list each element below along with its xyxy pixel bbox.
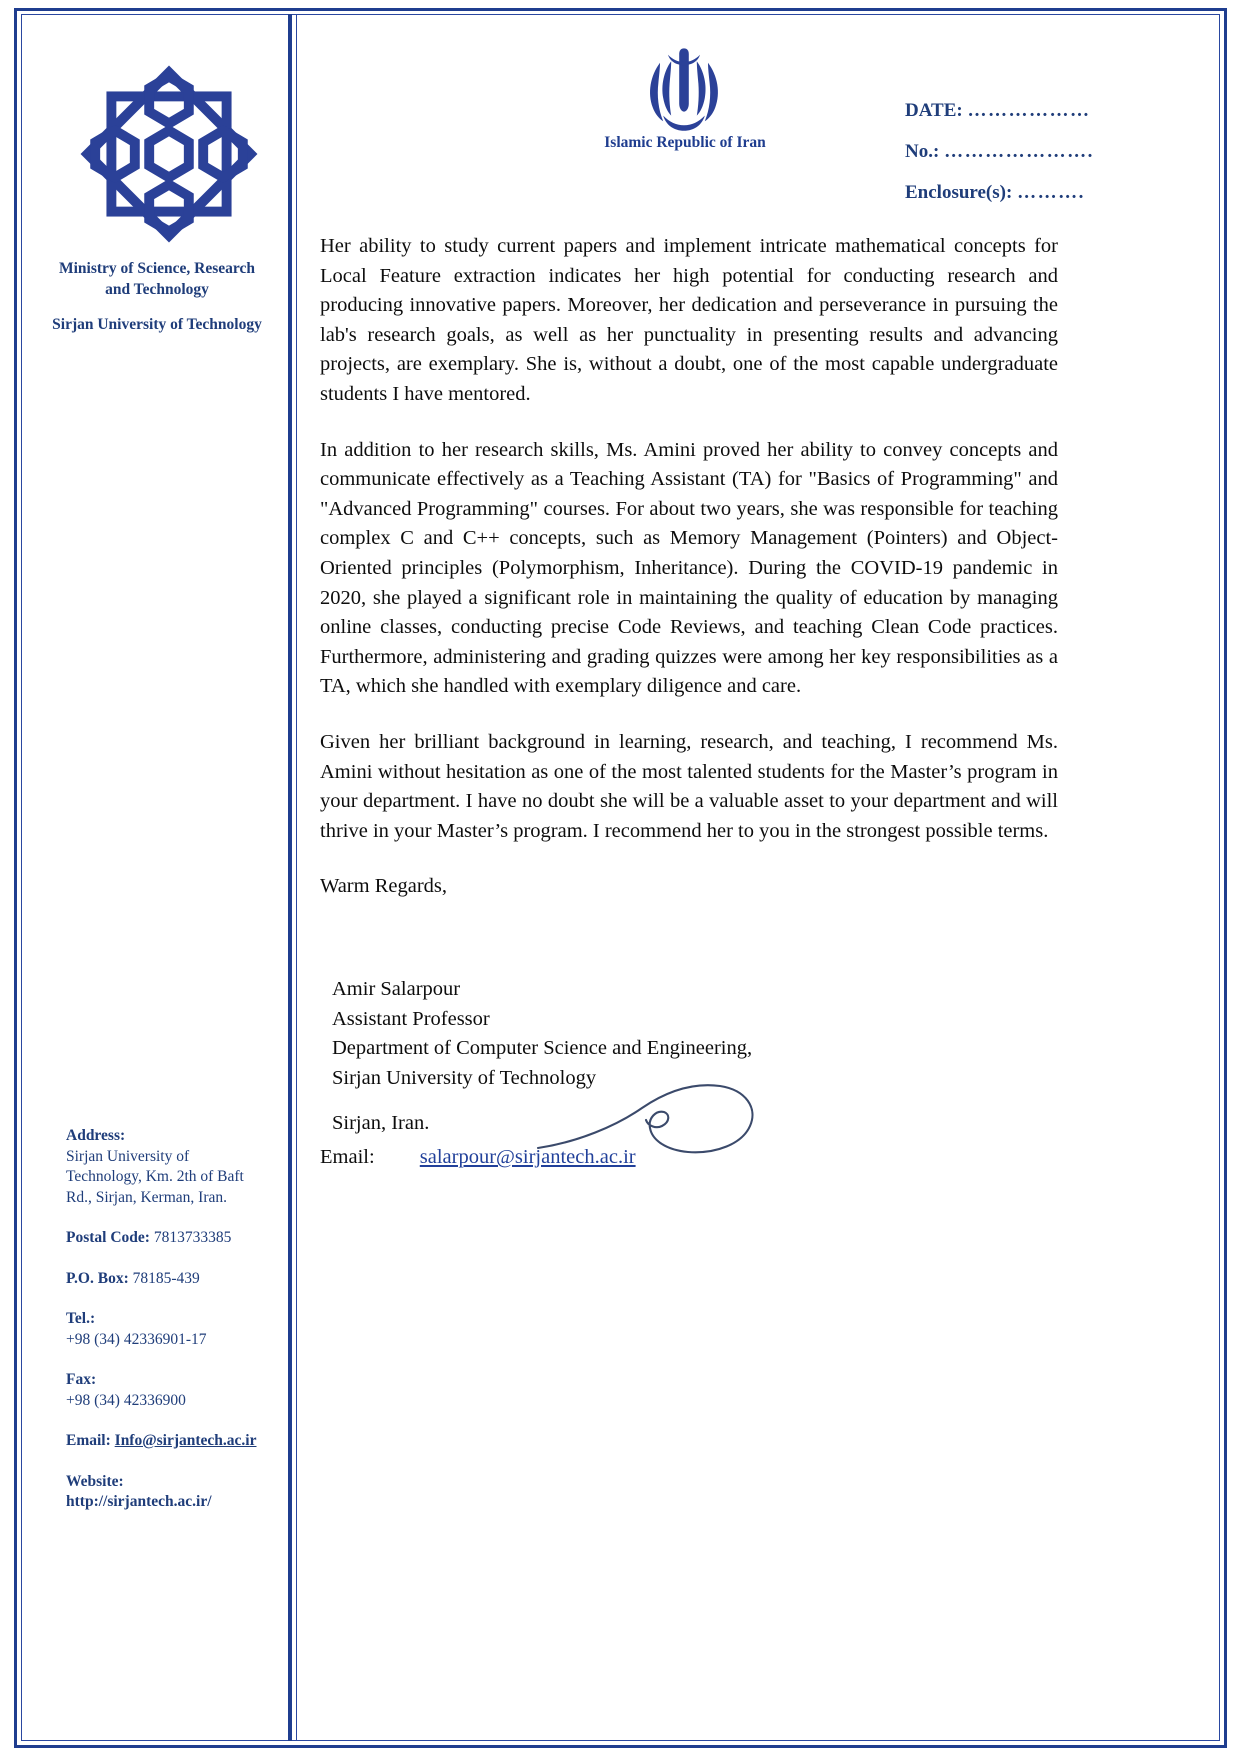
address-label: Address: <box>66 1127 126 1144</box>
email-link[interactable]: Info@sirjantech.ac.ir <box>114 1432 257 1449</box>
postal-code-block <box>66 1228 296 1249</box>
po-box-block <box>66 1269 296 1290</box>
signature-block <box>332 975 952 1139</box>
fax-label: Fax: <box>66 1371 97 1388</box>
email-block <box>66 1431 296 1452</box>
website-block <box>66 1472 296 1513</box>
date-field-dots: ……………… <box>967 100 1091 121</box>
sidebar-divider-thin <box>296 14 297 1741</box>
po-box-label: P.O. Box: <box>66 1269 129 1287</box>
telephone-block <box>66 1309 296 1350</box>
address-block <box>66 1126 296 1208</box>
date-field[interactable] <box>905 100 1205 122</box>
signature-email-label: Email: <box>320 1146 375 1168</box>
address-line-3: Rd., Sirjan, Kerman, Iran. <box>66 1188 227 1206</box>
signer-name: Amir Salarpour <box>332 978 461 1000</box>
website-label: Website: <box>66 1472 124 1490</box>
emblem-caption: Islamic Republic of Iran <box>604 134 766 151</box>
enclosures-field[interactable] <box>905 182 1205 204</box>
number-field[interactable] <box>905 141 1205 163</box>
ministry-name-line2: and Technology <box>105 281 209 298</box>
email-label: Email: <box>66 1432 111 1449</box>
signer-institution: Sirjan University of Technology <box>332 1066 597 1089</box>
signature-email-row <box>320 1146 636 1169</box>
website-url[interactable]: http://sirjantech.ac.ir/ <box>66 1493 212 1510</box>
university-name: Sirjan University of Technology <box>52 316 262 333</box>
telephone-value: +98 (34) 42336901-17 <box>66 1330 207 1348</box>
contact-info-block <box>66 1126 296 1533</box>
telephone-label: Tel.: <box>66 1310 96 1327</box>
signature-spacer <box>332 1093 952 1109</box>
iran-emblem-icon <box>636 42 732 138</box>
letter-paragraph-1: Her ability to study current papers and implement intricate mathematical concepts for Local Feature extraction indicates her high potential for conducting research and producing innovative papers. Moreover, her dedication and perseverance in pursuing the lab's research goals, as well as her punctuality in presenting results and advancing projects, are exemplary. She is, without a doubt, one of the most capable undergraduate students I have mentored. <box>320 235 1058 405</box>
ministry-name-line1: Ministry of Science, Research <box>59 260 255 277</box>
fax-block <box>66 1370 296 1411</box>
address-line-2: Technology, Km. 2th of Baft <box>66 1168 244 1185</box>
po-box-value: 78185-439 <box>132 1269 200 1287</box>
ministry-logo-icon <box>79 64 259 244</box>
postal-code-value: 7813733385 <box>153 1229 232 1246</box>
enclosures-field-label: Enclosure(s): <box>905 182 1013 203</box>
postal-code-label: Postal Code: <box>66 1229 150 1246</box>
number-field-dots: …………………. <box>944 141 1094 162</box>
ministry-name <box>30 258 284 300</box>
signer-location: Sirjan, Iran. <box>332 1112 430 1135</box>
signature-email-link[interactable]: salarpour@sirjantech.ac.ir <box>419 1146 636 1168</box>
letter-paragraph-2: In addition to her research skills, Ms. Amini proved her ability to convey concepts and communicate effectively as a Teaching Assistant (TA) for "Basics of Programming" and "Advanced Programming" courses. For about two years, she was responsible for teaching complex C and C++ concepts, such as Memory Management (Pointers) and Object-Oriented principles (Polymorphism, Inheritance). During the COVID-19 pandemic in 2020, she played a significant role in maintaining the quality of education by managing online classes, conducting precise Code Reviews, and teaching Clean Code practices. Furthermore, administering and grading quizzes were among her key responsibilities as a TA, which she handled with exemplary diligence and care. <box>320 438 1058 698</box>
enclosures-field-dots: ………. <box>1017 182 1085 203</box>
signer-title: Assistant Professor <box>332 1007 490 1030</box>
sidebar <box>24 16 286 1739</box>
letter-closing: Warm Regards, <box>320 875 448 898</box>
date-field-label: DATE: <box>905 100 963 121</box>
letter-paragraph-3: Given her brilliant background in learning, research, and teaching, I recommend Ms. Amini without hesitation as one of the most talented students for the Master’s program in your department. I have no doubt she will be a valuable asset to your department and will thrive in your Master’s program. I recommend her to you in the strongest possible terms. <box>320 730 1058 842</box>
signer-department: Department of Computer Science and Engineering, <box>332 1037 753 1060</box>
number-field-label: No.: <box>905 141 940 162</box>
address-line-1: Sirjan University of <box>66 1147 190 1165</box>
header-reference-fields <box>905 100 1205 223</box>
letter-body <box>320 232 1058 928</box>
fax-value: +98 (34) 42336900 <box>66 1391 186 1409</box>
